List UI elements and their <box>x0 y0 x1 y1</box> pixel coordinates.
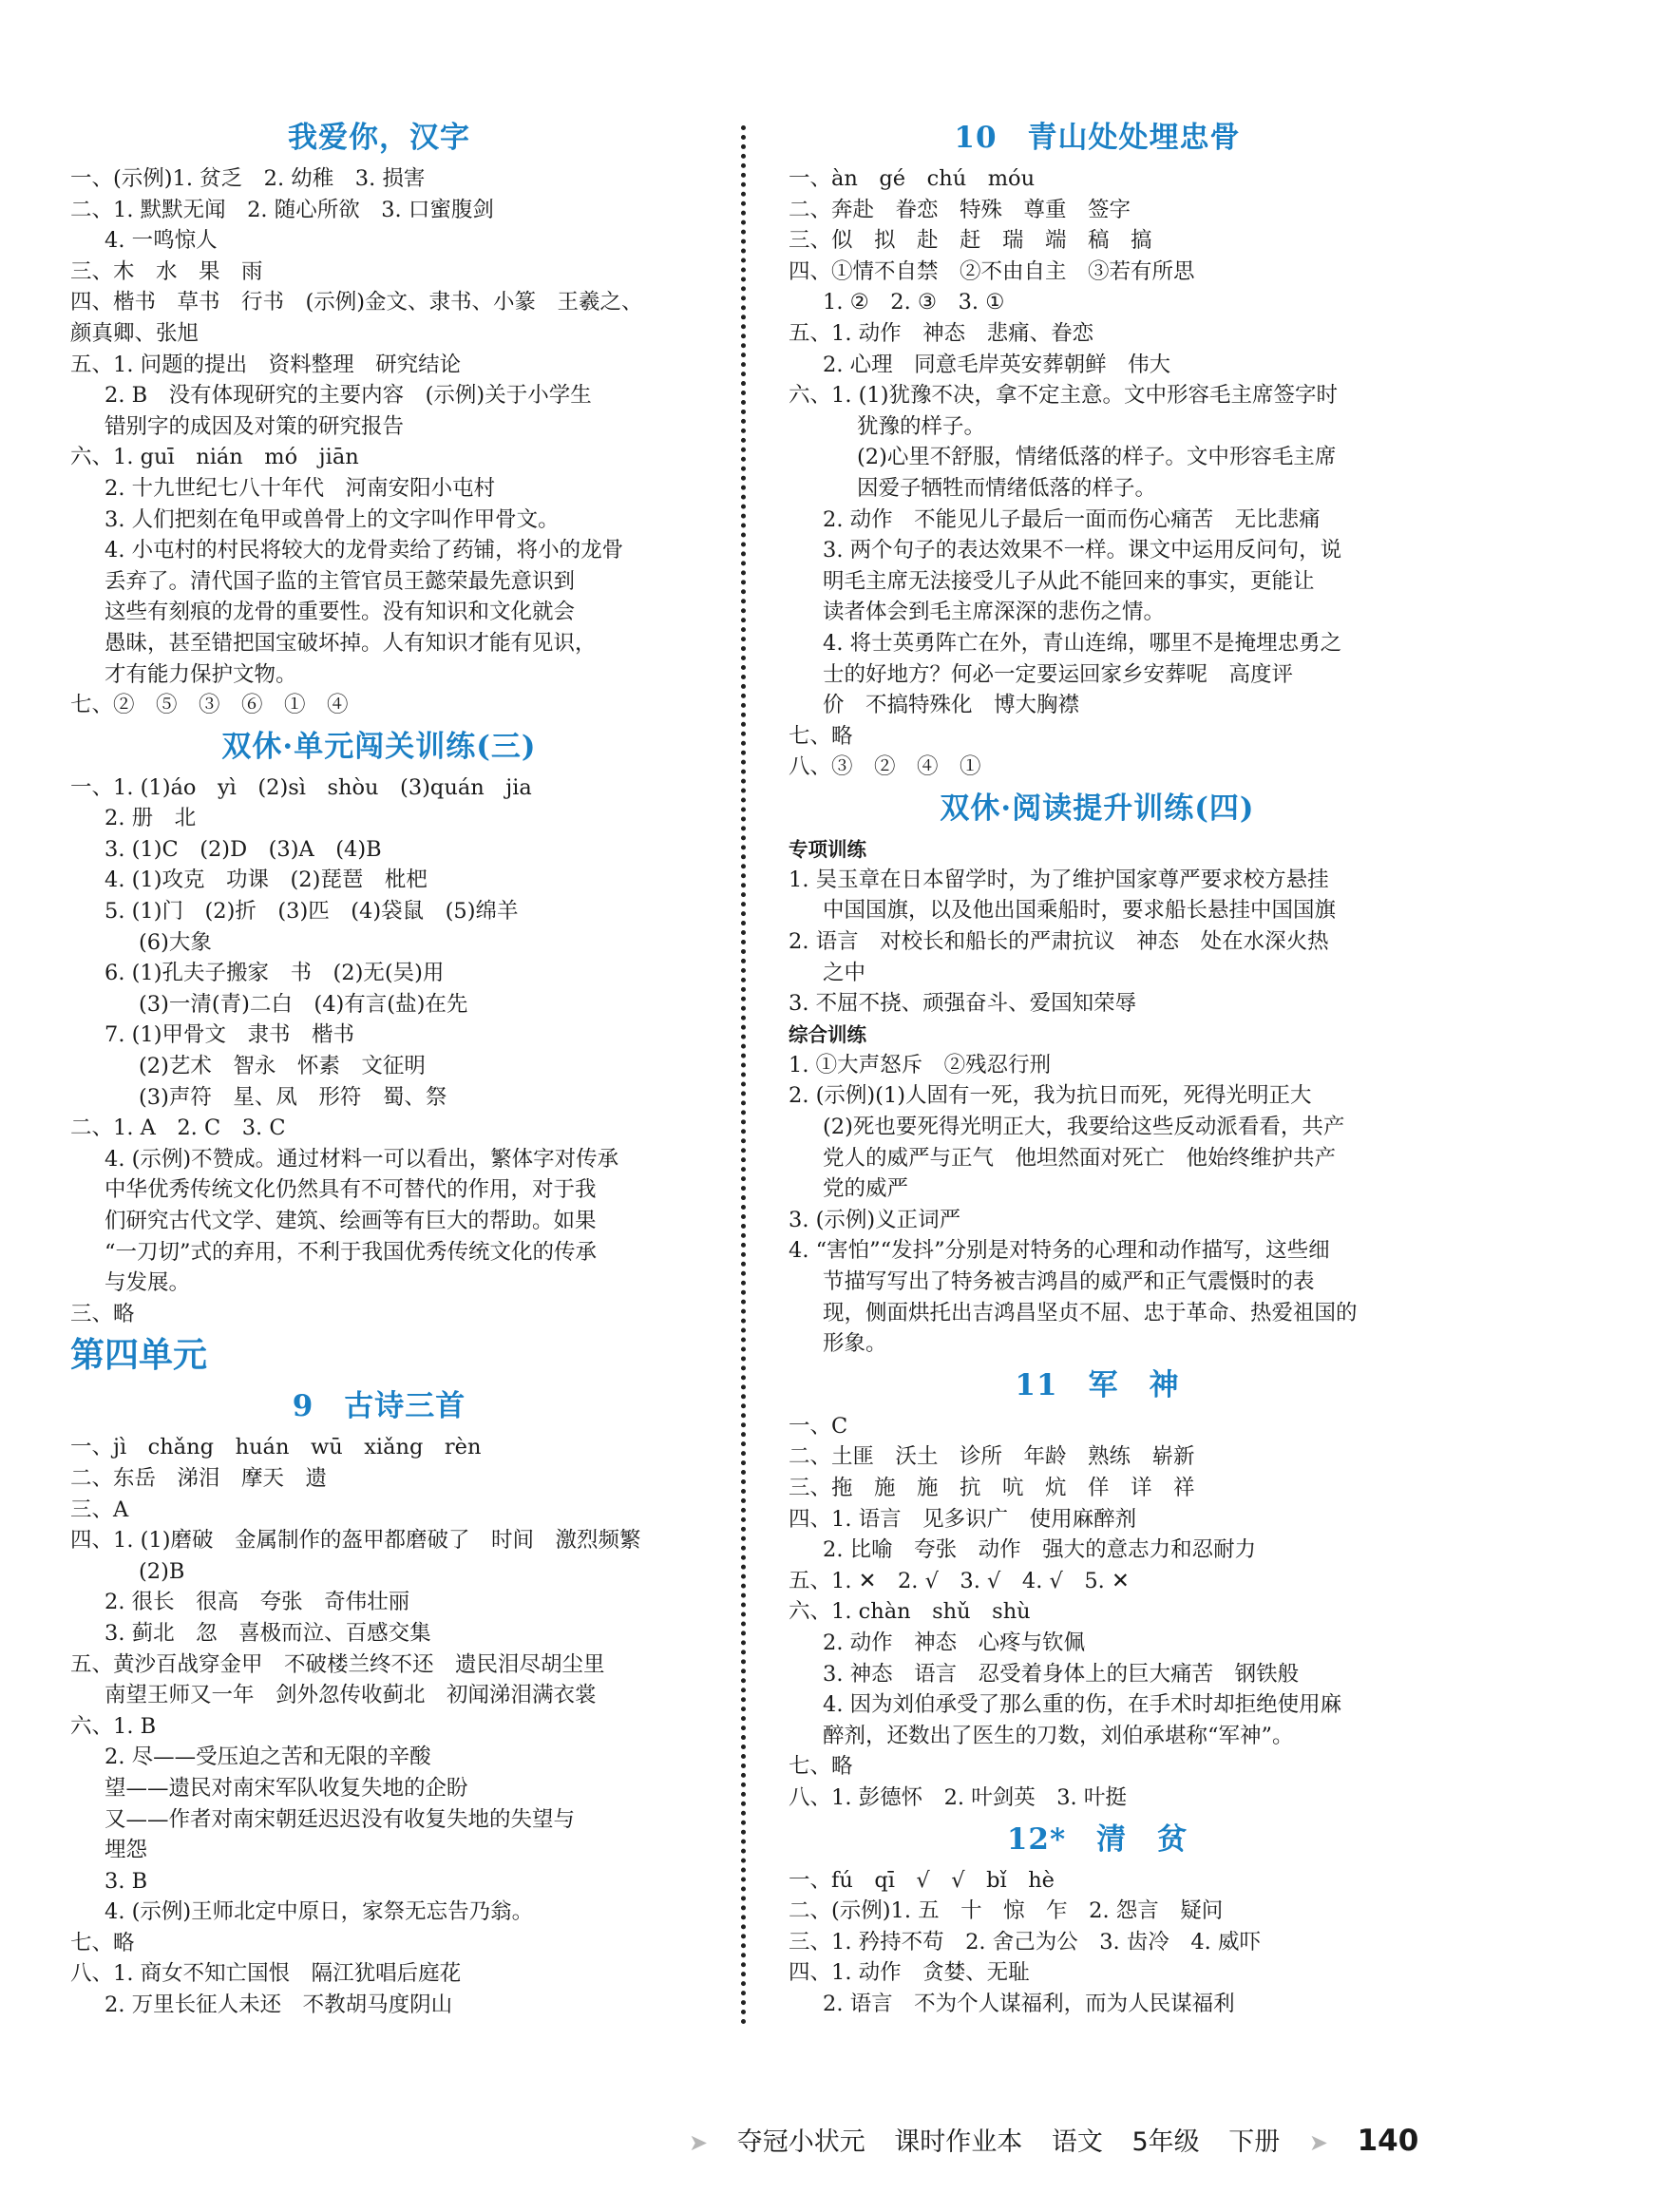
column-divider <box>741 125 746 2026</box>
answer-line: 这些有刻痕的龙骨的重要性。没有知识和文化就会 <box>105 600 576 625</box>
answer-line: (2)心里不舒服，情绪低落的样子。文中形容毛主席 <box>857 445 1337 470</box>
answer-line: 1. ② 2. ③ 3. ① <box>823 290 1005 315</box>
answer-line: 1. 吴玉章在日本留学时，为了维护国家尊严要求校方悬挂 <box>789 867 1329 892</box>
right-column <box>789 112 1406 2019</box>
unit-title: 第四单元 <box>70 1335 208 1376</box>
answer-line: 2. B 没有体现研究的主要内容 (示例)关于小学生 <box>105 383 592 409</box>
answer-line: 2. 语言 不为个人谋福利，而为人民谋福利 <box>823 1991 1235 2016</box>
answer-line: 2. (示例)(1)人固有一死，我为抗日而死，死得光明正大 <box>789 1083 1312 1109</box>
answer-line: 3. 神态 语言 忍受着身体上的巨大痛苦 钢铁般 <box>823 1661 1300 1687</box>
answer-line: 五、1. 问题的提出 资料整理 研究结论 <box>70 352 462 377</box>
answer-line: 八、1. 商女不知亡国恨 隔江犹唱后庭花 <box>70 1961 462 1987</box>
answer-line: 之中 <box>823 960 866 985</box>
answer-line: 一、1. (1)áo yì (2)sì shòu (3)quán jia <box>70 774 532 800</box>
answer-line: 6. (1)孔夫子搬家 书 (2)无(吴)用 <box>105 961 445 986</box>
subsection-title: 专项训练 <box>789 837 866 861</box>
answer-line: 一、C <box>789 1413 848 1439</box>
answer-line: 4. “害怕”“发抖”分别是对特务的心理和动作描写，这些细 <box>789 1238 1330 1264</box>
answer-line: 4. 因为刘伯承受了那么重的伤，在手术时却拒绝使用麻 <box>823 1692 1342 1718</box>
answer-line: 3. (示例)义正词严 <box>789 1207 961 1232</box>
answer-line: 四、1. 语言 见多识广 使用麻醉剂 <box>789 1506 1137 1532</box>
answer-line: 六、1. guī nián mó jiān <box>70 445 359 470</box>
answer-line: 中华优秀传统文化仍然具有不可替代的作用，对于我 <box>105 1177 597 1203</box>
answer-line: 六、1. (1)犹豫不决，拿不定主意。文中形容毛主席签字时 <box>789 383 1338 409</box>
answer-line: 四、1. (1)磨破 金属制作的盔甲都磨破了 时间 激烈频繁 <box>70 1528 641 1554</box>
answer-line: 2. 动作 神态 心疼与钦佩 <box>823 1630 1086 1655</box>
answer-line: 5. (1)门 (2)折 (3)匹 (4)袋鼠 (5)绵羊 <box>105 899 519 925</box>
footer-subject: 语文 <box>1051 2127 1103 2157</box>
answer-line: 七、略 <box>789 1754 853 1780</box>
answer-line: 八、③ ② ④ ① <box>789 754 981 780</box>
answer-line: 二、土匪 沃土 诊所 年龄 熟练 崭新 <box>789 1444 1195 1470</box>
section-title: 双休·阅读提升训练(四) <box>940 791 1255 826</box>
answer-line: 4. (1)攻克 功课 (2)琵琶 枇杷 <box>105 868 428 893</box>
answer-line: 七、略 <box>70 1930 135 1955</box>
answer-line: 一、àn gé chú móu <box>789 166 1036 191</box>
footer-term: 下册 <box>1228 2127 1281 2157</box>
answer-line: 四、①情不自禁 ②不由自主 ③若有所思 <box>789 258 1195 284</box>
answer-line: 3. B <box>105 1868 148 1894</box>
answer-line: 颜真卿、张旭 <box>70 320 200 346</box>
footer-brand: 夺冠小状元 <box>736 2127 865 2157</box>
answer-line: 二、奔赴 眷恋 特殊 尊重 签字 <box>789 197 1131 222</box>
section-title: 10 青山处处埋忠骨 <box>954 121 1241 155</box>
answer-line: 南望王师又一年 剑外忽传收蓟北 初闻涕泪满衣裳 <box>105 1683 597 1708</box>
answer-block <box>789 1865 1406 2020</box>
answer-line: 二、(示例)1. 五 十 惊 乍 2. 怨言 疑问 <box>789 1898 1224 1924</box>
answer-line: 1. ①大声怒斥 ②残忍行刑 <box>789 1052 1052 1077</box>
answer-line: 埋怨 <box>105 1838 148 1863</box>
answer-line: 二、东岳 涕泪 摩天 遗 <box>70 1465 328 1491</box>
answer-line: 醉剂，还数出了医生的刀数，刘伯承堪称“军神”。 <box>823 1723 1294 1748</box>
answer-line: 三、1. 矜持不苟 2. 舍己为公 3. 齿冷 4. 威吓 <box>789 1929 1261 1955</box>
answer-line: 读者体会到毛主席深深的悲伤之情。 <box>823 600 1166 625</box>
answer-line: 三、略 <box>70 1301 135 1326</box>
answer-line: 明毛主席无法接受儿子从此不能回来的事实，更能让 <box>823 568 1315 594</box>
answer-line: 现，侧面烘托出吉鸿昌坚贞不屈、忠于革命、热爱祖国的 <box>823 1300 1358 1325</box>
answer-line: 形象。 <box>823 1331 887 1357</box>
answer-line: 3. 蓟北 忽 喜极而泣、百感交集 <box>105 1620 431 1646</box>
answer-line: 4. 将士英勇阵亡在外，青山连绵，哪里不是掩埋忠勇之 <box>823 630 1342 656</box>
answer-block <box>70 772 688 1330</box>
subsection-title: 综合训练 <box>789 1022 866 1046</box>
answer-line: (3)一清(青)二白 (4)有言(盐)在先 <box>139 991 468 1017</box>
answer-block <box>789 1050 1406 1360</box>
answer-line: 2. 册 北 <box>105 806 197 831</box>
section-title: 12* 清 贫 <box>1006 1821 1188 1857</box>
answer-line: 4. (示例)不赞成。通过材料一可以看出，繁体字对传承 <box>105 1146 619 1172</box>
answer-line: 2. 语言 对校长和船长的严肃抗议 神态 处在水深火热 <box>789 929 1329 955</box>
section-title: 我爱你，汉字 <box>288 121 470 155</box>
answer-line: 犹豫的样子。 <box>857 413 986 439</box>
answer-line: 4. 小屯村的村民将较大的龙骨卖给了药铺，将小的龙骨 <box>105 538 624 563</box>
answer-line: 才有能力保护文物。 <box>105 661 297 687</box>
answer-line: 3. (1)C (2)D (3)A (4)B <box>105 836 382 862</box>
footer-grade: 5年级 <box>1131 2127 1200 2157</box>
answer-line: 二、1. 默默无闻 2. 随心所欲 3. 口蜜腹剑 <box>70 197 494 222</box>
answer-line: 中国国旗，以及他出国乘船时，要求船长悬挂中国国旗 <box>823 898 1337 924</box>
answer-line: 与发展。 <box>105 1270 191 1296</box>
answer-line: 3. 两个句子的表达效果不一样。课文中运用反问句，说 <box>823 538 1342 563</box>
answer-line: 党人的威严与正气 他坦然面对死亡 他始终维护共产 <box>823 1145 1337 1171</box>
answer-line: 又——作者对南宋朝廷迟迟没有收复失地的失望与 <box>105 1806 576 1832</box>
page-number: 140 <box>1357 2124 1419 2158</box>
answer-line: 2. 心理 同意毛岸英安葬朝鲜 伟大 <box>823 352 1171 377</box>
answer-line: 三、拖 施 施 抗 吭 炕 佯 详 祥 <box>789 1475 1195 1500</box>
answer-line: 一、fú qī √ √ bǐ hè <box>789 1867 1055 1893</box>
answer-line: 四、1. 动作 贪婪、无耻 <box>789 1960 1030 1986</box>
answer-line: 三、似 拟 赴 赶 瑞 端 稿 搞 <box>789 228 1152 254</box>
answer-block <box>789 865 1406 1020</box>
answer-line: 因爱子牺牲而情绪低落的样子。 <box>857 475 1157 501</box>
answer-line: 错别字的成因及对策的研究报告 <box>105 413 405 439</box>
answer-line: 价 不搞特殊化 博大胸襟 <box>823 693 1080 718</box>
answer-line: 2. 十九世纪七八十年代 河南安阳小屯村 <box>105 475 496 501</box>
section-title: 9 古诗三首 <box>292 1389 466 1424</box>
answer-line: 望——遗民对南宋军队收复失地的企盼 <box>105 1775 468 1801</box>
answer-line: 二、1. A 2. C 3. C <box>70 1116 286 1141</box>
answer-block <box>789 1411 1406 1814</box>
answer-block <box>789 163 1406 783</box>
answer-block <box>70 1432 688 2020</box>
answer-line: 一、jì chǎng huán wū xiǎng rèn <box>70 1435 482 1460</box>
answer-line: 三、A <box>70 1497 129 1522</box>
answer-line: 节描写写出了特务被吉鸿昌的威严和正气震慑时的表 <box>823 1269 1315 1294</box>
answer-line: 们研究古代文学、建筑、绘画等有巨大的帮助。如果 <box>105 1209 597 1233</box>
footer-book: 课时作业本 <box>894 2127 1023 2157</box>
answer-line: 丢弃了。清代国子监的主管官员王懿荣最先意识到 <box>105 568 576 594</box>
answer-line: 愚昧，甚至错把国宝破坏掉。人有知识才能有见识， <box>105 630 597 656</box>
answer-line: (6)大象 <box>139 929 212 955</box>
left-column <box>70 112 688 2021</box>
answer-line: 2. 动作 不能见儿子最后一面而伤心痛苦 无比悲痛 <box>823 506 1321 532</box>
answer-line: 士的好地方？何必一定要运回家乡安葬呢 高度评 <box>823 661 1294 687</box>
answer-line: 五、黄沙百战穿金甲 不破楼兰终不还 遗民泪尽胡尘里 <box>70 1651 605 1677</box>
answer-line: 7. (1)甲骨文 隶书 楷书 <box>105 1022 354 1048</box>
answer-line: 五、1. ✕ 2. √ 3. √ 4. √ 5. ✕ <box>789 1568 1130 1593</box>
answer-line: 七、② ⑤ ③ ⑥ ① ④ <box>70 693 349 718</box>
page-footer <box>689 2117 1419 2164</box>
answer-line: 六、1. B <box>70 1713 157 1739</box>
answer-line: 2. 比喻 夸张 动作 强大的意志力和忍耐力 <box>823 1537 1257 1563</box>
answer-line: (2)艺术 智永 怀素 文征明 <box>139 1054 426 1079</box>
answer-line: 2. 尽——受压迫之苦和无限的辛酸 <box>105 1745 431 1770</box>
answer-line: 2. 很长 很高 夸张 奇伟壮丽 <box>105 1590 410 1615</box>
answer-line: 2. 万里长征人未还 不教胡马度阴山 <box>105 1993 453 2018</box>
answer-line: 四、楷书 草书 行书 (示例)金文、隶书、小篆 王羲之、 <box>70 290 643 315</box>
answer-line: 3. 人们把刻在龟甲或兽骨上的文字叫作甲骨文。 <box>105 506 560 532</box>
answer-line: 三、木 水 果 雨 <box>70 258 263 284</box>
answer-line: (2)B <box>139 1558 185 1584</box>
answer-line: 4. (示例)王师北定中原日，家祭无忘告乃翁。 <box>105 1899 534 1925</box>
answer-line: 党的威严 <box>823 1176 909 1202</box>
answer-line: 一、(示例)1. 贫乏 2. 幼稚 3. 损害 <box>70 166 426 191</box>
answer-line: 3. 不屈不挠、顽强奋斗、爱国知荣辱 <box>789 991 1137 1017</box>
arrow-icon: ➤ <box>1308 2129 1328 2156</box>
section-title: 11 军 神 <box>1015 1367 1180 1402</box>
arrow-icon: ➤ <box>689 2129 709 2156</box>
answer-line: 五、1. 动作 神态 悲痛、眷恋 <box>789 320 1094 346</box>
answer-line: 七、略 <box>789 723 853 749</box>
answer-line: (3)声符 星、凤 形符 蜀、祭 <box>139 1084 447 1110</box>
answer-line: 八、1. 彭德怀 2. 叶剑英 3. 叶挺 <box>789 1784 1127 1810</box>
answer-line: 六、1. chàn shǔ shù <box>789 1599 1031 1625</box>
section-title: 双休·单元闯关训练(三) <box>221 729 537 764</box>
answer-line: 4. 一鸣惊人 <box>105 228 218 254</box>
answer-line: (2)死也要死得光明正大，我要给这些反动派看看，共产 <box>823 1115 1345 1140</box>
answer-block <box>70 163 688 721</box>
answer-line: “一刀切”式的弃用，不利于我国优秀传统文化的传承 <box>105 1239 598 1265</box>
